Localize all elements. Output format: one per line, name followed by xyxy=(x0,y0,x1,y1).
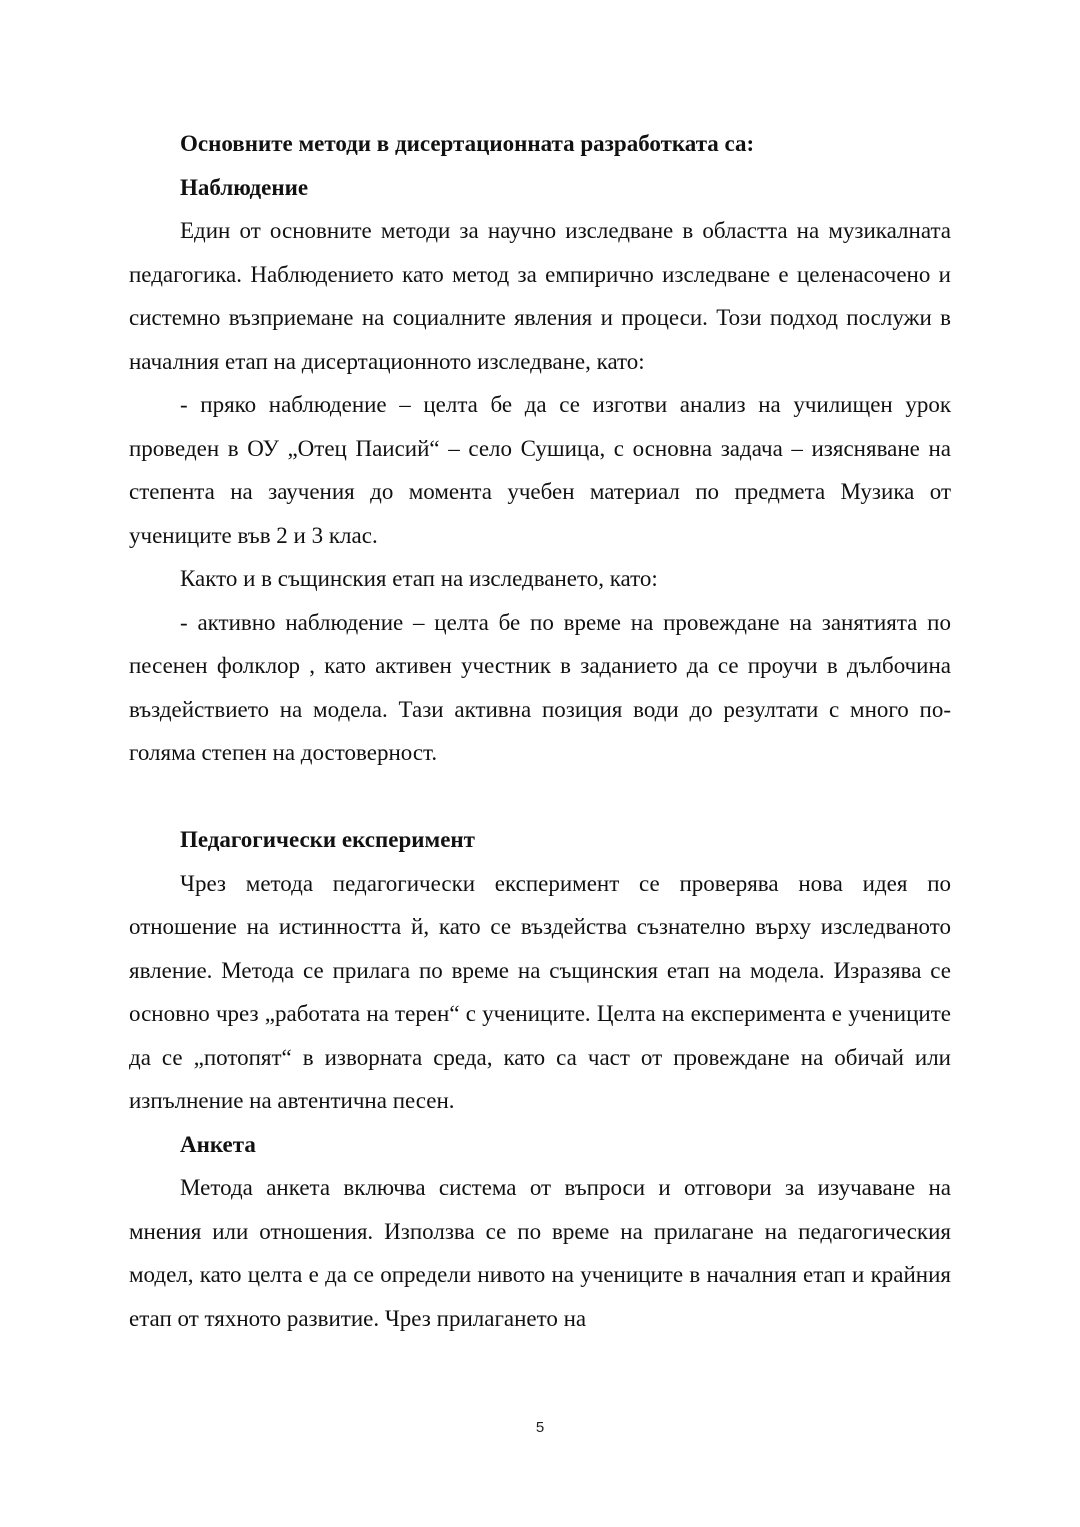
paragraph: - пряко наблюдение – целта бе да се изготви анализ на училищен урок проведен в ОУ „Отец Паисий“ – село Сушица, с основна задача – изясняване на степента на заучения до момента учебен материал по предмета Музика от учениците във 2 и 3 клас. xyxy=(129,392,951,548)
paragraph: Както и в същинския етап на изследването, като: xyxy=(180,566,658,591)
page-number: 5 xyxy=(535,1419,545,1436)
section-title-survey: Анкета xyxy=(180,1131,256,1157)
main-heading: Основните методи в дисертационната разработката са: xyxy=(180,131,755,156)
page-content xyxy=(129,122,951,1340)
section-title-experiment: Педагогически експеримент xyxy=(180,827,475,852)
blank-line xyxy=(129,775,951,819)
paragraph: - активно наблюдение – целта бе по време на провеждане на занятията по песенен фолклор , като активен учестник в заданието да се проучи в дълбочина въздействието на модела. Тази активна позиция води до резултати с много по-голяма степен на достоверност. xyxy=(129,609,951,765)
paragraph: Метода анкета включва система от въпроси и отговори за изучаване на мнения или отношения. Използва се по време на прилагане на педагогическия модел, като целта е да се определи нивото на учениците в началния етап и крайния етап от тяхното развитие. Чрез прилагането на xyxy=(129,1175,951,1331)
paragraph: Един от основните методи за научно изследване в областта на музикалната педагогика. Наблюдението като метод за емпирично изследване е целенасочено и системно възприемане на социалните явления и процеси. Този подход послужи в началния етап на дисертационното изследване, като: xyxy=(129,218,951,374)
paragraph: Чрез метода педагогически експеримент се проверява нова идея по отношение на истинността й, като се въздейства съзнателно върху изследваното явление. Метода се прилага по време на същинския етап на модела. Изразява се основно чрез „работата на терен“ с учениците. Целта на експеримента е учениците да се „потопят“ в изворната среда, като са част от провеждане на обичай или изпълнение на автентична песен. xyxy=(129,870,951,1113)
section-title-observation: Наблюдение xyxy=(180,174,309,200)
